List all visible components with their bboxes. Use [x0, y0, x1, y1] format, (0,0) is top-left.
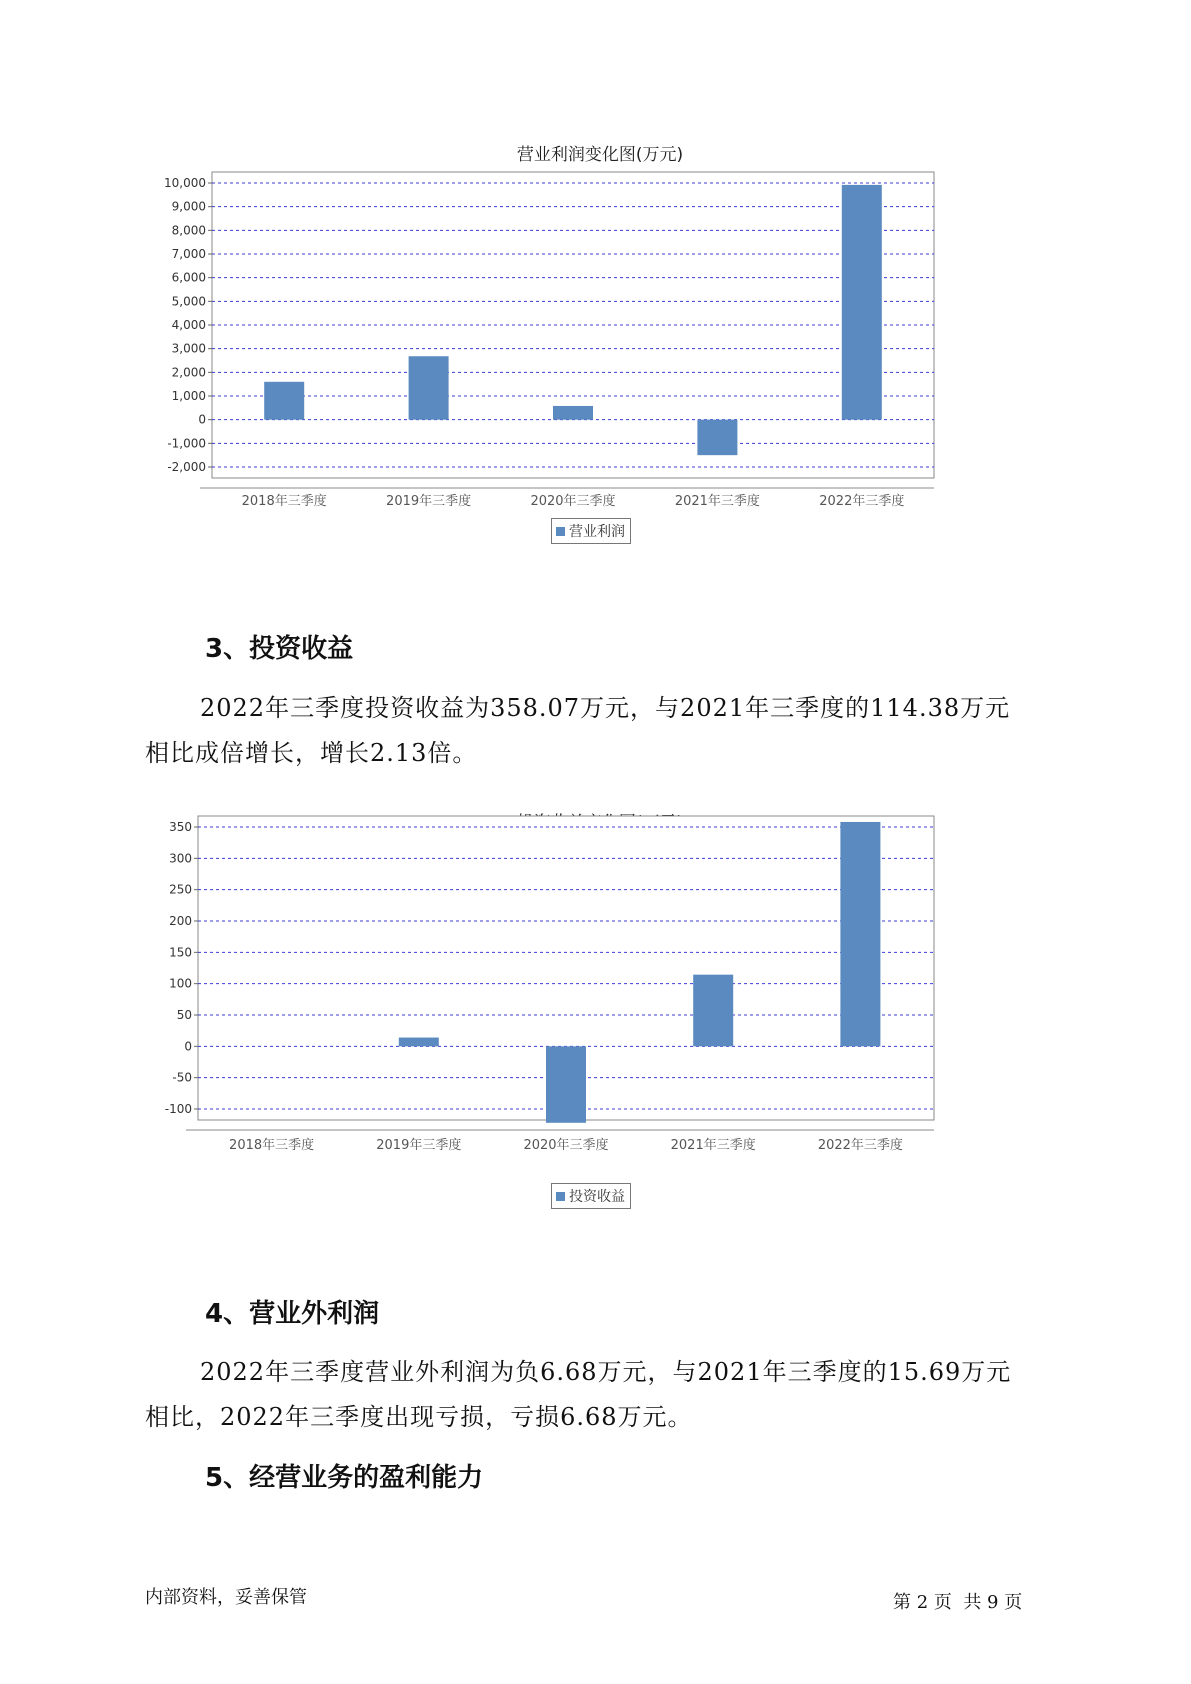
- x-tick-label: 2019年三季度: [376, 1138, 462, 1153]
- y-tick-label: 0: [184, 1039, 192, 1054]
- section-heading-profitability: 5、经营业务的盈利能力: [205, 1463, 484, 1493]
- y-tick-label: 3,000: [171, 341, 206, 356]
- y-tick-label: 7,000: [171, 247, 206, 261]
- legend-label: 投资收益: [569, 1189, 625, 1205]
- y-tick-label: 350: [169, 820, 192, 834]
- y-tick-label: 5,000: [171, 294, 206, 309]
- y-tick-label: 8,000: [171, 223, 206, 238]
- bar: [842, 185, 882, 420]
- y-tick-label: 1,000: [171, 389, 206, 403]
- bar: [693, 975, 733, 1047]
- y-tick-label: 4,000: [171, 318, 206, 332]
- y-tick-label: 100: [169, 976, 192, 991]
- paragraph-line: 2022年三季度营业外利润为负6.68万元，与2021年三季度的15.69万元: [200, 1358, 1012, 1386]
- legend-swatch: [556, 1192, 565, 1201]
- y-tick-label: 150: [169, 945, 192, 960]
- y-tick-label: 9,000: [171, 199, 206, 214]
- x-tick-label: 2022年三季度: [819, 494, 905, 509]
- y-tick-label: 200: [169, 914, 192, 928]
- legend-swatch: [556, 527, 565, 536]
- investment-income-plot: [150, 820, 1050, 1238]
- y-tick-label: 50: [176, 1008, 192, 1022]
- bar: [546, 1046, 586, 1122]
- bar: [264, 382, 304, 420]
- bar: [553, 406, 593, 420]
- section-heading-investment-income: 3、投资收益: [205, 634, 354, 664]
- legend-label: 营业利润: [569, 524, 625, 540]
- y-tick-label: 2,000: [171, 365, 206, 380]
- paragraph-line: 2022年三季度投资收益为358.07万元，与2021年三季度的114.38万元: [200, 694, 1011, 722]
- y-tick-label: 0: [198, 412, 206, 427]
- x-tick-label: 2019年三季度: [386, 494, 472, 509]
- x-tick-label: 2021年三季度: [670, 1138, 756, 1153]
- bar: [697, 420, 737, 456]
- operating-profit-plot: [150, 170, 1050, 570]
- footer-page-number: 第 2 页 共 9 页: [893, 1592, 1023, 1613]
- bar: [840, 822, 880, 1046]
- x-tick-label: 2020年三季度: [530, 494, 616, 509]
- x-tick-label: 2020年三季度: [523, 1138, 609, 1153]
- y-tick-label: 250: [169, 882, 192, 897]
- x-tick-label: 2021年三季度: [674, 494, 760, 509]
- bar: [409, 356, 449, 419]
- footer-confidential-note: 内部资料，妥善保管: [145, 1587, 307, 1608]
- non-operating-profit-paragraph: [145, 1350, 1055, 1440]
- y-tick-label: -50: [172, 1070, 192, 1085]
- section-heading-non-operating-profit: 4、营业外利润: [205, 1299, 380, 1329]
- bar: [399, 1038, 439, 1047]
- y-tick-label: 10,000: [164, 176, 206, 190]
- y-tick-label: 300: [169, 851, 192, 866]
- y-tick-label: -100: [164, 1102, 192, 1116]
- y-tick-label: 6,000: [171, 270, 206, 285]
- y-tick-label: -2,000: [167, 460, 206, 474]
- paragraph-line: 相比成倍增长，增长2.13倍。: [145, 739, 478, 767]
- chart-legend: [551, 518, 631, 544]
- x-tick-label: 2022年三季度: [817, 1138, 903, 1153]
- x-tick-label: 2018年三季度: [229, 1138, 315, 1153]
- y-tick-label: -1,000: [167, 436, 206, 451]
- chart-title: 营业利润变化图(万元): [516, 145, 684, 165]
- paragraph-line: 相比，2022年三季度出现亏损，亏损6.68万元。: [145, 1403, 693, 1431]
- x-tick-label: 2018年三季度: [241, 494, 327, 509]
- investment-income-paragraph: [145, 686, 1055, 776]
- chart-legend: [551, 1183, 631, 1209]
